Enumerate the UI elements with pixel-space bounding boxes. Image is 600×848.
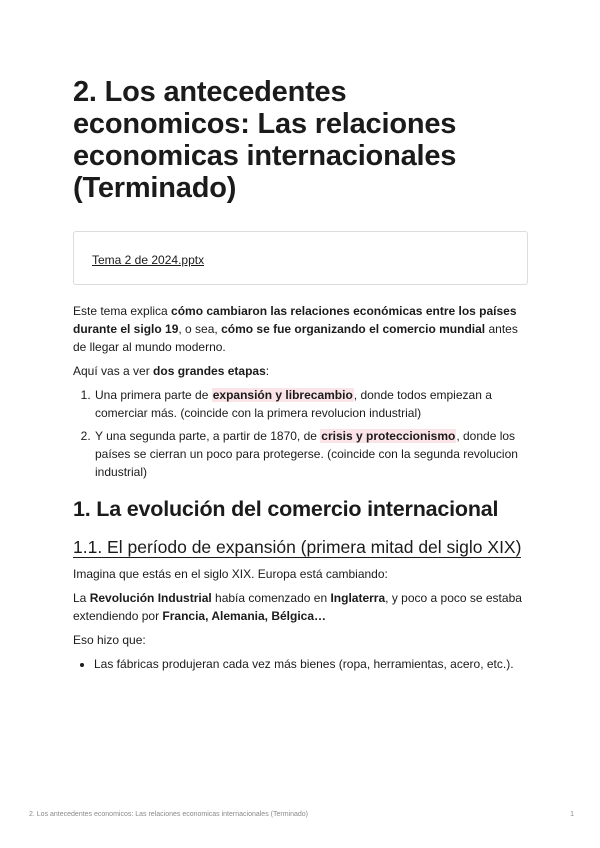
paragraph <box>73 589 528 625</box>
stage-text: , donde todos empiezan a comerciar más. (coincide con la primera revolucion industrial) <box>95 388 492 420</box>
section-heading: 1. La evolución del comercio internacional <box>73 497 499 521</box>
paragraph-text: había comenzado en <box>211 591 331 605</box>
document-page <box>73 76 528 673</box>
list-item <box>94 386 528 422</box>
stage-highlight: expansión y librecambio <box>212 388 353 402</box>
intro-paragraph <box>73 302 528 356</box>
intro-bold: cómo cambiaron las relaciones económicas entre los países durante el siglo 19 <box>73 304 517 336</box>
stages-intro-text: : <box>265 364 270 378</box>
attachment-link[interactable]: Tema 2 de 2024.pptx <box>92 253 205 267</box>
paragraph-bold: Revolución Industrial <box>89 591 212 605</box>
paragraph: Imagina que estás en el siglo XIX. Europa está cambiando: <box>73 567 388 581</box>
paragraph-text: , y poco a poco se estaba extendiendo por <box>73 591 522 623</box>
effects-list <box>73 655 528 673</box>
stage-highlight: crisis y proteccionismo <box>321 429 456 443</box>
paragraph-bold: Francia, Alemania, Bélgica… <box>162 609 327 623</box>
subsection-heading: 1.1. El período de expansión (primera mitad del siglo XIX) <box>73 537 522 557</box>
paragraph-text: La <box>73 591 90 605</box>
intro-text: Este tema explica <box>73 304 172 318</box>
attachment-box <box>73 231 528 285</box>
list-item <box>94 427 528 481</box>
stages-list <box>73 386 528 481</box>
stage-text: Y una segunda parte, a partir de 1870, de <box>95 429 321 443</box>
stages-intro-bold: dos grandes etapas <box>153 364 266 378</box>
page-title: 2. Los antecedentes economicos: Las relaciones economicas internacionales (Terminado) <box>73 76 457 204</box>
stages-intro <box>73 362 528 380</box>
page-number: 1 <box>570 811 574 818</box>
stages-intro-text: Aquí vas a ver <box>73 364 154 378</box>
page-footer <box>29 811 574 818</box>
footer-title: 2. Los antecedentes economicos: Las relaciones economicas internacionales (Terminado) <box>29 811 308 818</box>
intro-text: antes de llegar al mundo moderno. <box>73 322 518 354</box>
paragraph-bold: Inglaterra <box>330 591 386 605</box>
paragraph: Eso hizo que: <box>73 633 146 647</box>
subsection-heading-wrap <box>73 537 528 558</box>
stage-text: , donde los países se cierran un poco para protegerse. (coincide con la segunda revolucion industrial) <box>95 429 518 479</box>
intro-bold: cómo se fue organizando el comercio mundial <box>221 322 486 336</box>
stage-text: Una primera parte de <box>95 388 212 402</box>
list-item: • Las fábricas produjeran cada vez más bienes (ropa, herramientas, acero, etc.). <box>94 655 528 673</box>
intro-text: , o sea, <box>178 322 222 336</box>
